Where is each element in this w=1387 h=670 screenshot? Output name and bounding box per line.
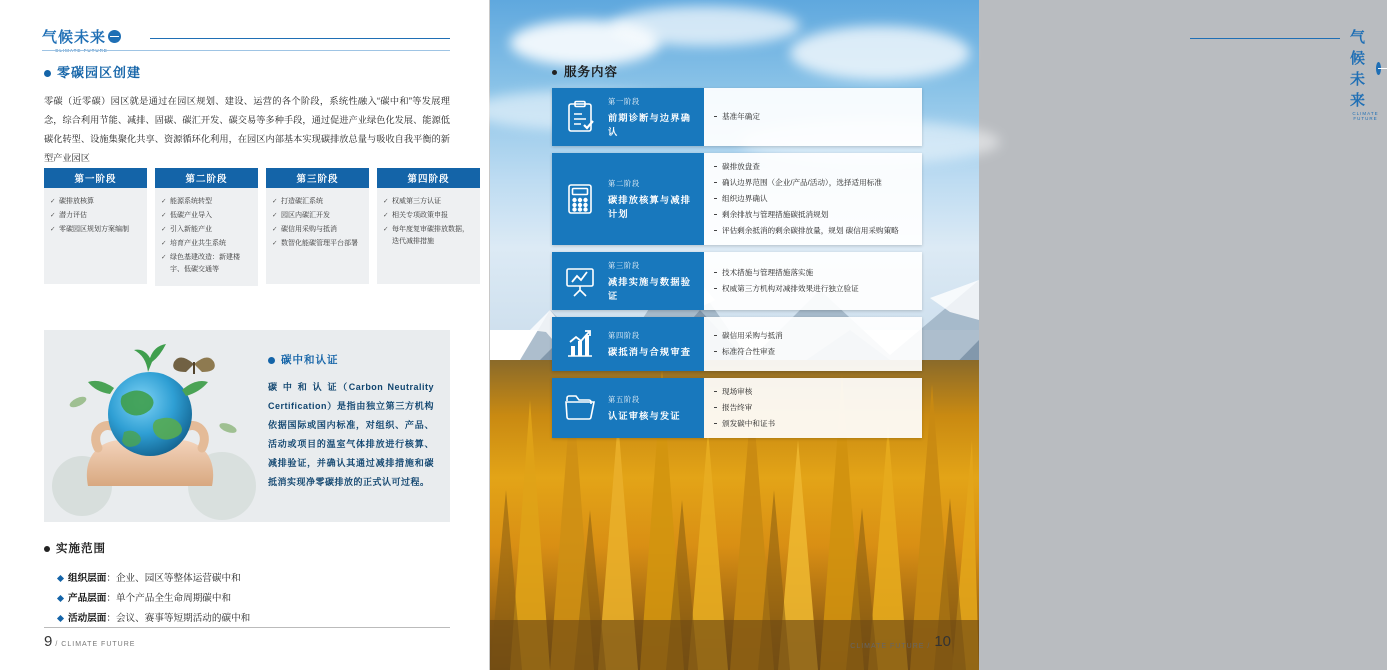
service-details-4	[704, 317, 922, 371]
service-stage-5: 第五阶段	[608, 395, 640, 404]
stage-row	[44, 168, 480, 286]
header-rule-secondary	[42, 50, 450, 51]
logo-text-en: CLIMATE FUTURE	[1352, 111, 1379, 121]
growth-chart-icon	[560, 324, 600, 364]
service-detail: 剩余排放与管理措施碳抵消规划	[714, 209, 912, 221]
service-detail: 评估剩余抵消的剩余碳排放量，规划 碳信用采购策略	[714, 225, 912, 237]
service-detail: 碳信用采购与抵消	[714, 330, 912, 342]
stage-body-3	[266, 188, 369, 284]
stage-item: ✓ 低碳产业导入	[161, 210, 252, 222]
service-detail: 确认边界范围（企业/产品/活动），选择适用标准	[714, 177, 912, 189]
page-title	[44, 62, 141, 81]
globe-icon	[108, 30, 121, 43]
diamond-icon	[57, 595, 64, 602]
scope-item-label: 产品层面	[68, 593, 107, 604]
cloud-shape	[610, 6, 800, 46]
service-detail: 权威第三方机构对减排效果进行独立验证	[714, 283, 912, 295]
service-title-4: 碳抵消与合规审查	[608, 347, 692, 357]
scope-item-label: 活动层面	[68, 613, 107, 624]
service-label-5	[608, 393, 681, 423]
logo-left	[42, 26, 121, 53]
service-label-2	[608, 177, 696, 221]
service-header-4	[552, 317, 704, 371]
scope-item-label: 组织层面	[68, 573, 107, 584]
service-stage-4: 第四阶段	[608, 331, 640, 340]
stage-item: ✓ 数智化能碳管理平台部署	[272, 238, 363, 250]
intro-paragraph: 零碳（近零碳）园区就是通过在园区规划、建设、运营的各个阶段，系统性融入“碳中和”等发展理念，综合利用节能、减排、固碳、碳汇开发、碳交易等多种手段，通过促进产业绿色化发展、能源低碳化转型、设施集聚化共享、资源循环化利用，在园区内部基本实现碳排放总量与吸收自我平衡的新型产业园区	[44, 96, 450, 163]
service-title-3: 减排实施与数据验证	[608, 277, 692, 301]
header-rule	[150, 38, 450, 39]
scope-item-text: 单个产品全生命周期碳中和	[115, 593, 232, 604]
scope-item-text: 会议、赛事等短期活动的碳中和	[115, 613, 251, 624]
stage-body-4	[377, 188, 480, 284]
stage-item: ✓ 碳信用采购与抵消	[272, 224, 363, 236]
scope-title-text: 实施范围	[56, 543, 106, 555]
stage-card-1	[44, 168, 147, 286]
stage-card-3	[266, 168, 369, 286]
service-detail: 组织边界确认	[714, 193, 912, 205]
page-label-left: CLIMATE FUTURE	[61, 641, 136, 648]
service-detail: 技术措施与管理措施落实施	[714, 267, 912, 279]
bullet-icon	[552, 70, 557, 75]
service-details-5	[704, 378, 922, 438]
stage-item: ✓ 打造碳汇系统	[272, 196, 363, 208]
service-header-2	[552, 153, 704, 245]
service-row-3[interactable]	[552, 252, 922, 310]
stage-body-1	[44, 188, 147, 284]
stage-card-2	[155, 168, 258, 286]
logo-right	[1350, 26, 1381, 121]
stage-item: ✓ 每年度复审碳排放数据，迭代减排措施	[383, 224, 474, 248]
certification-text: 碳 中 和 认 证（Carbon Neutrality Certification）是指由独立第三方机构依据国际或国内标准，对组织、产品、活动或项目的温室气体排放进行核算、减排验证，并确认其通过减排措施和碳抵消实现净零碳排放的正式认可过程。	[268, 382, 434, 487]
logo-text-cn: 气候未来	[42, 29, 107, 46]
service-detail: 颁发碳中和证书	[714, 418, 912, 430]
certification-title	[268, 352, 339, 367]
stage-header-1: 第一阶段	[44, 168, 147, 188]
stage-item: ✓ 绿色基建改造：新建楼宇、低碳交通等	[161, 252, 252, 276]
cloud-shape	[790, 26, 970, 80]
diamond-icon	[57, 615, 64, 622]
service-row-1[interactable]	[552, 88, 922, 146]
scope-item-3: 活动层面：会议、赛事等短期活动的碳中和	[58, 610, 250, 624]
certification-title-text: 碳中和认证	[281, 354, 339, 366]
service-details-2	[704, 153, 922, 245]
bullet-icon	[268, 357, 275, 364]
service-label-1	[608, 95, 696, 139]
service-details-3	[704, 252, 922, 310]
service-label-4	[608, 329, 691, 359]
service-stage-2: 第二阶段	[608, 179, 640, 188]
service-title-2: 碳排放核算与减排计划	[608, 195, 692, 219]
page-number-left: 9 / CLIMATE FUTURE	[44, 633, 136, 650]
page-number-right: CLIMATE FUTURE / 10	[850, 633, 951, 650]
section-title-text: 零碳园区创建	[57, 65, 142, 80]
stage-item: ✓ 相关专项政策申报	[383, 210, 474, 222]
logo-text-cn: 气候未来	[1350, 29, 1367, 109]
stage-item: ✓ 引入新能产业	[161, 224, 252, 236]
folder-icon	[560, 388, 600, 428]
service-detail: 现场审核	[714, 386, 912, 398]
clipboard-check-icon	[560, 97, 600, 137]
left-page	[0, 0, 490, 670]
stage-item: ✓ 潜力评估	[50, 210, 141, 222]
diamond-icon	[57, 575, 64, 582]
service-label-3	[608, 259, 696, 303]
stage-item: ✓ 权威第三方认证	[383, 196, 474, 208]
stage-header-2: 第二阶段	[155, 168, 258, 188]
globe-icon	[1376, 62, 1381, 75]
page-label-right: CLIMATE FUTURE	[850, 643, 925, 650]
services-title-text: 服务内容	[564, 65, 619, 79]
earth-illustration-svg	[52, 336, 248, 518]
stage-header-4: 第四阶段	[377, 168, 480, 188]
bullet-icon	[44, 70, 51, 77]
services-title	[552, 62, 618, 80]
page-number-left-value: 9	[44, 633, 53, 650]
service-stage-1: 第一阶段	[608, 97, 640, 106]
page-number-right-value: 10	[934, 633, 951, 650]
stage-body-2	[155, 188, 258, 286]
service-title-1: 前期诊断与边界确认	[608, 113, 692, 137]
stage-item: ✓ 能源系统转型	[161, 196, 252, 208]
service-detail: 标准符合性审查	[714, 346, 912, 358]
service-header-1	[552, 88, 704, 146]
scope-title	[44, 540, 106, 556]
stage-header-3: 第三阶段	[266, 168, 369, 188]
stage-item: ✓ 碳排放核算	[50, 196, 141, 208]
service-title-5: 认证审核与发证	[608, 411, 681, 421]
right-page	[490, 0, 1379, 670]
presentation-chart-icon	[560, 261, 600, 301]
service-header-3	[552, 252, 704, 310]
footer-rule	[44, 627, 450, 628]
scope-item-text: 企业、园区等整体运营碳中和	[115, 573, 241, 584]
services-list	[552, 88, 922, 445]
calculator-icon	[560, 179, 600, 219]
stage-item: ✓ 园区内碳汇开发	[272, 210, 363, 222]
service-detail: 碳排放盘查	[714, 161, 912, 173]
header-rule	[1190, 38, 1340, 39]
scope-item-1: 组织层面：企业、园区等整体运营碳中和	[58, 570, 241, 584]
bullet-icon	[44, 546, 50, 552]
service-row-5[interactable]	[552, 378, 922, 438]
service-detail: 基准年确定	[714, 111, 912, 123]
stage-item: ✓ 零碳园区规划方案编制	[50, 224, 141, 236]
earth-in-hands-illustration	[52, 336, 248, 518]
scope-item-2: 产品层面：单个产品全生命周期碳中和	[58, 590, 231, 604]
stage-card-4	[377, 168, 480, 286]
service-row-2[interactable]	[552, 153, 922, 245]
service-stage-3: 第三阶段	[608, 261, 640, 270]
service-detail: 报告终审	[714, 402, 912, 414]
stage-item: ✓ 培育产业共生系统	[161, 238, 252, 250]
service-header-5	[552, 378, 704, 438]
service-row-4[interactable]	[552, 317, 922, 371]
service-details-1	[704, 88, 922, 146]
